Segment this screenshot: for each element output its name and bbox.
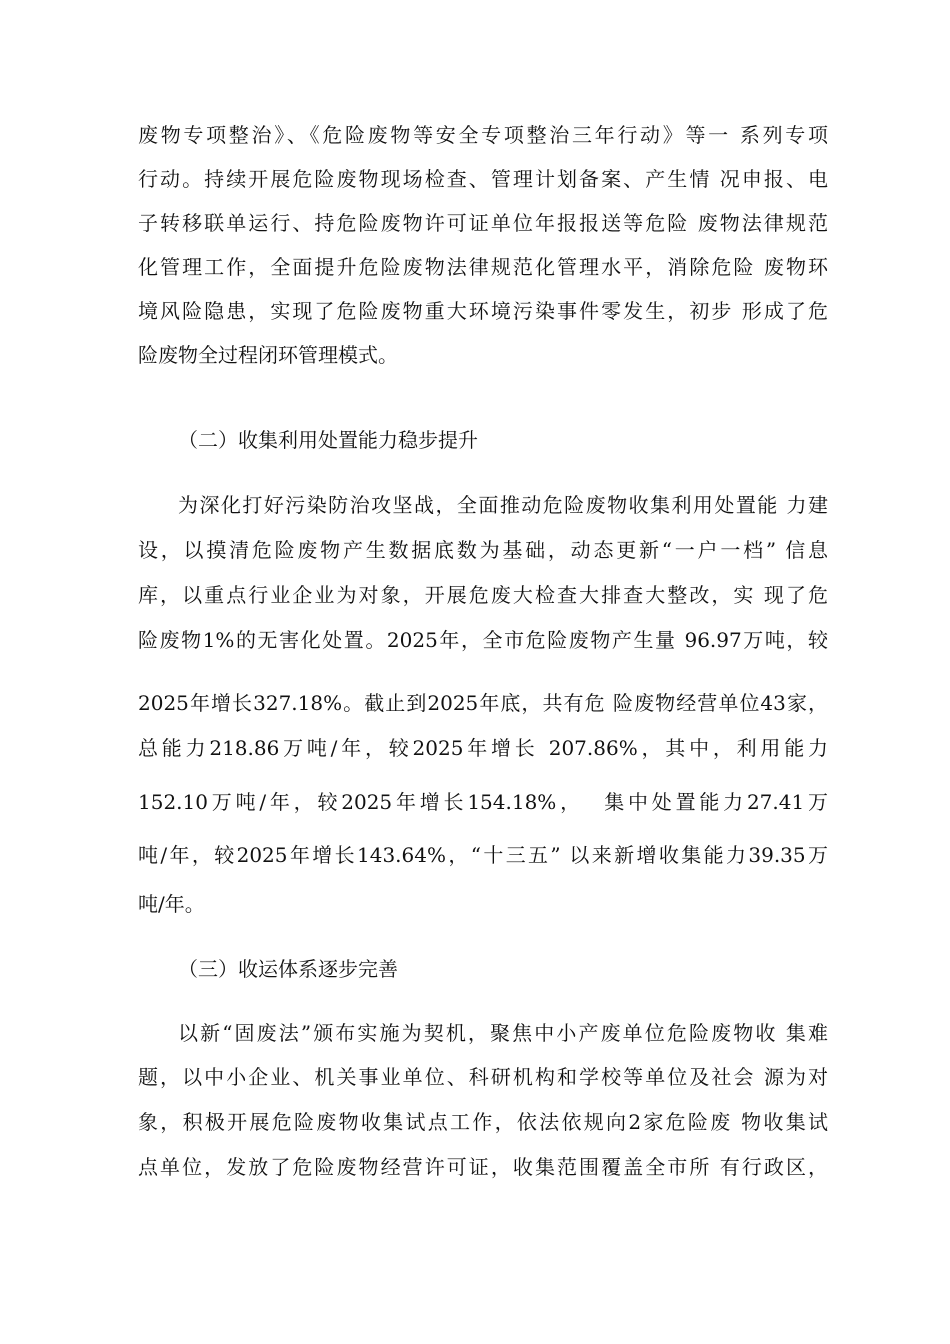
paragraph-2-line-5: 2025年增长327.18%。截止到2025年底，共有危 险废物经营单位43家，	[138, 691, 828, 715]
paragraph-3-line-2: 题，以中小企业、机关事业单位、科研机构和学校等单位及社会 源为对	[138, 1065, 828, 1089]
paragraph-3-line-1: 以新“固废法”颁布实施为契机，聚焦中小产废单位危险废物收 集难	[178, 1021, 828, 1045]
paragraph-2-line-1: 为深化打好污染防治攻坚战，全面推动危险废物收集利用处置能 力建	[178, 493, 828, 517]
paragraph-1-line-3: 子转移联单运行、持危险废物许可证单位年报报送等危险 废物法律规范	[138, 211, 828, 235]
paragraph-1-line-4: 化管理工作，全面提升危险废物法律规范化管理水平，消除危险 废物环	[138, 255, 828, 279]
section-heading-3: （三）收运体系逐步完善	[178, 957, 398, 981]
paragraph-2-line-4: 险废物1%的无害化处置。2025年，全市危险废物产生量 96.97万吨，较	[138, 628, 828, 652]
paragraph-1-line-6: 险废物全过程闭环管理模式。	[138, 343, 398, 367]
paragraph-1-line-2: 行动。持续开展危险废物现场检查、管理计划备案、产生情 况申报、电	[138, 167, 828, 191]
paragraph-3-line-3: 象，积极开展危险废物收集试点工作，依法依规向2家危险废 物收集试	[138, 1110, 828, 1134]
paragraph-2-line-2: 设，以摸清危险废物产生数据底数为基础，动态更新“一户一档” 信息	[138, 538, 828, 562]
paragraph-2-line-7: 152.10万吨/年，较2025年增长154.18%， 集中处置能力27.41万	[138, 790, 828, 814]
paragraph-1-line-5: 境风险隐患，实现了危险废物重大环境污染事件零发生，初步 形成了危	[138, 299, 828, 323]
paragraph-2-line-3: 库，以重点行业企业为对象，开展危废大检查大排查大整改，实 现了危	[138, 583, 828, 607]
paragraph-2-line-8: 吨/年，较2025年增长143.64%，“十三五” 以来新增收集能力39.35万	[138, 843, 828, 867]
section-heading-2: （二）收集利用处置能力稳步提升	[178, 428, 478, 452]
paragraph-2-line-9: 吨/年。	[138, 892, 205, 916]
paragraph-3-line-4: 点单位，发放了危险废物经营许可证，收集范围覆盖全市所 有行政区，	[138, 1155, 828, 1179]
paragraph-2-line-6: 总能力218.86万吨/年，较2025年增长 207.86%，其中，利用能力	[138, 736, 828, 760]
paragraph-1-line-1: 废物专项整治》、《危险废物等安全专项整治三年行动》等一 系列专项	[138, 123, 828, 147]
